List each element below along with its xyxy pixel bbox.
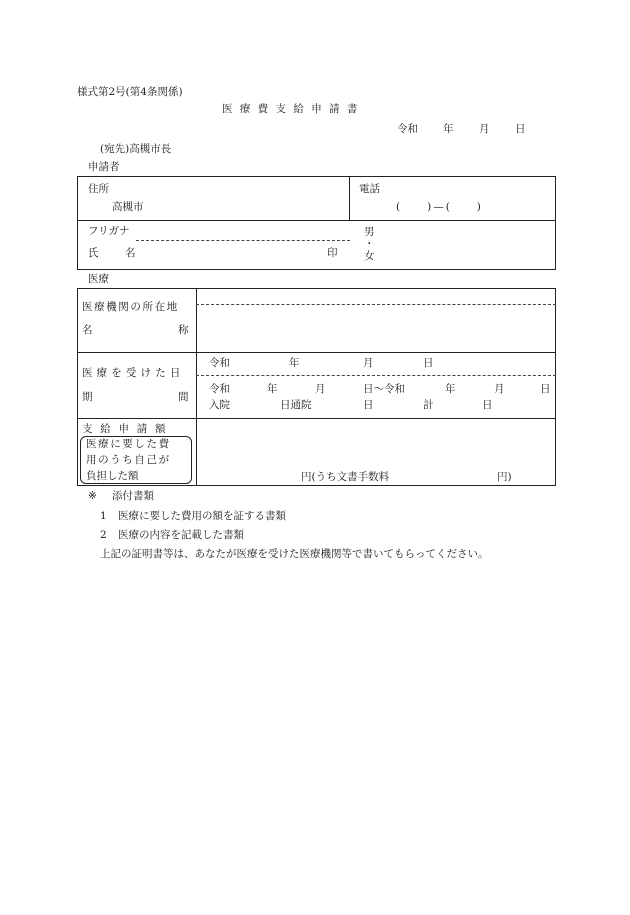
address-value: 高槻市 [112, 201, 144, 213]
institution-name-label-a: 名 [82, 324, 93, 336]
applicant-section-label: 申請者 [88, 161, 120, 173]
attachment-item-2: 医療の内容を記載した書類 [118, 529, 244, 541]
outpatient-label: 日通院 [280, 399, 312, 411]
amount-note-line2: 用のうち自己が [86, 454, 171, 466]
furigana-label: フリガナ [88, 225, 130, 237]
period-from-year: 年 [267, 383, 278, 395]
seal-mark: 印 [327, 247, 338, 259]
applicant-row-divider [77, 220, 556, 221]
attachment-item-1-number: 1 [100, 510, 107, 522]
outpatient-day: 日 [363, 399, 374, 411]
addressee: (宛先)高槻市長 [100, 143, 172, 155]
date-year: 年 [443, 123, 454, 135]
attachment-item-1: 医療に要した費用の額を証する書類 [118, 510, 286, 522]
medical-section-label: 医療 [88, 273, 109, 285]
applicant-col-divider [349, 176, 350, 220]
institution-dotted-line [196, 304, 556, 305]
amount-value[interactable]: 円(うち文書手数料 [301, 471, 390, 483]
period-from-month: 月 [315, 383, 326, 395]
date-month: 月 [479, 123, 490, 135]
period-to-year: 年 [445, 383, 456, 395]
period-to-day: 日 [540, 383, 551, 395]
sex-female[interactable]: 女 [364, 250, 375, 262]
phone-label: 電話 [359, 183, 380, 195]
address-label: 住所 [88, 183, 109, 195]
institution-address-label: 医療機関の所在地 [82, 301, 179, 313]
treatment-period-label-a: 期 [82, 391, 93, 403]
furigana-dotted-line [136, 240, 350, 241]
sex-male[interactable]: 男 [364, 226, 375, 238]
attachments-heading: 添付書類 [112, 490, 154, 502]
amount-label: 支 給 申 請 額 [82, 423, 168, 435]
name-label-1: 氏 [88, 247, 99, 259]
sex-separator: ・ [364, 238, 375, 250]
medical-row-divider-2 [77, 418, 556, 419]
attachment-item-2-number: 2 [100, 529, 107, 541]
treatment-period-label-b: 間 [178, 391, 189, 403]
date-day: 日 [515, 123, 526, 135]
amount-note-line3: 負担した額 [86, 470, 139, 482]
document-title: 医 療 費 支 給 申 請 書 [222, 103, 360, 115]
date-era: 令和 [397, 123, 418, 135]
treatment-date-day: 日 [423, 357, 434, 369]
form-number: 様式第2号(第4条関係) [77, 86, 183, 98]
period-from-era: 令和 [209, 383, 230, 395]
name-label-2: 名 [125, 247, 136, 259]
institution-name-label-b: 称 [178, 324, 189, 336]
date-dotted-line [196, 375, 556, 376]
applicant-table [77, 176, 556, 270]
period-to-era: 日～令和 [363, 383, 405, 395]
attachments-note: 上記の証明書等は、あなたが医療を受けた医療機関等で書いてもらってください。 [100, 548, 489, 560]
total-day: 日 [482, 399, 493, 411]
treatment-date-label: 医 療 を 受 け た 日 [82, 367, 181, 379]
treatment-date-year: 年 [289, 357, 300, 369]
amount-value-end: 円) [497, 471, 512, 483]
inpatient-label: 入院 [209, 399, 230, 411]
medical-row-divider-1 [77, 352, 556, 353]
phone-field[interactable]: ( )—( ) [396, 201, 483, 213]
treatment-date-month: 月 [363, 357, 374, 369]
treatment-date-era: 令和 [209, 357, 230, 369]
medical-col-divider [196, 288, 197, 486]
amount-note-line1: 医療に要した費 [86, 438, 171, 450]
period-to-month: 月 [494, 383, 505, 395]
total-label: 計 [423, 399, 434, 411]
attachments-mark: ※ [88, 490, 97, 502]
